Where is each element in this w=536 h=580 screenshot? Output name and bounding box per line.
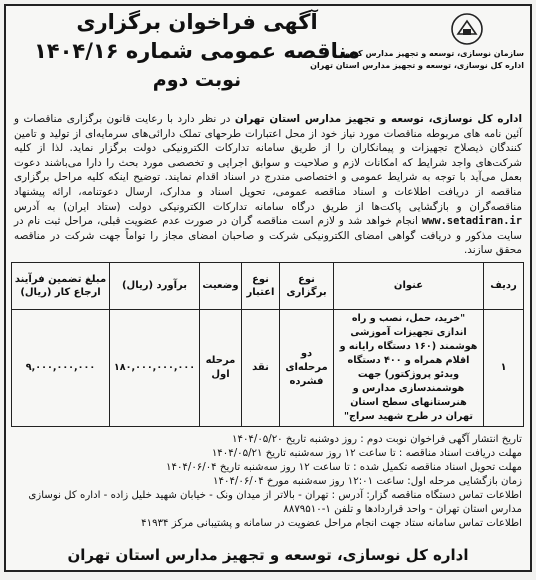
schedule-list bbox=[14, 433, 522, 531]
contact-address: اطلاعات تماس دستگاه مناقصه گزار: آدرس : تهران - بالاتر از میدان ونک - خیابان شهید خلیل زاده - اداره کل نوسازی bbox=[28, 489, 522, 501]
col-header-guarantee: مبلغ تضمین فرآیند ارجاع کار (ریال) bbox=[12, 262, 110, 309]
notice-title: آگهی فراخوان برگزاری bbox=[76, 10, 318, 34]
contact-phone: مدارس استان تهران - واحد قراردادها و تلفن ۱-۸۸۷۹۵۱۰ bbox=[283, 503, 522, 515]
intro-text-1: در نظر دارد با رعایت قانون برگزاری مناقصات و آئین نامه های مربوطه مناقصات مورد نیاز خود از محل اعتبارات طرحهای تملک دارائی‌های سرمایه‌ای از تولید و تامین کنندگان ذیصلاح تجهیزات و پیمانکاران را از طریق سامانه تدارکات الکترونیکی دولت برگزار نماید. لذا از کلیه شرکت‌های واجد شرایط که امکانات لازم و صلاحیت و سوابق اجرایی و تخصصی مورد بحث را دارا می‌باشند دعوت بعمل می‌آید با توجه به شرایط عمومی و اختصاصی مندرج در اسناد اقدام نمایند. توضیح اینکه کلیه مراحل برگزاری مناقصه از دریافت اطلاعات و اسناد مناقصه عمومی، تحویل اسناد و مدارک، ارسال دعوتنامه، ارائه پیشنهاد مناقصه‌گران و بازگشایی پاکت‌ها از طریق درگاه سامانه تدارکات الکترونیکی دولت (ستاد ایران) به آدرس bbox=[14, 113, 522, 213]
col-header-type: نوع برگزاری bbox=[280, 262, 334, 309]
notice-header bbox=[6, 6, 530, 112]
organization-logo-icon bbox=[450, 12, 484, 46]
cell-type: دو مرحله‌ای فشرده bbox=[280, 309, 334, 426]
table-row bbox=[12, 309, 524, 426]
document-receive-deadline: مهلت دریافت اسناد مناقصه : تا ساعت ۱۲ روز سه‌شنبه تاریخ ۱۴۰۴/۰۵/۲۱ bbox=[211, 447, 522, 459]
cell-guarantee: ۹,۰۰۰,۰۰۰,۰۰۰ bbox=[12, 309, 110, 426]
department-name: اداره کل نوسازی، توسعه و تجهیز مدارس استان تهران bbox=[310, 61, 524, 70]
table-header-row bbox=[12, 262, 524, 309]
setad-support: اطلاعات تماس سامانه ستاد جهت انجام مراحل عضویت در سامانه و پشتیبانی مرکز ۴۱۹۳۴ bbox=[141, 517, 522, 529]
col-header-status: وضعیت bbox=[200, 262, 242, 309]
title-block bbox=[12, 8, 382, 94]
cell-credit: نقد bbox=[242, 309, 280, 426]
intro-paragraph bbox=[14, 112, 522, 258]
cell-estimate: ۱۸۰,۰۰۰,۰۰۰,۰۰۰ bbox=[110, 309, 200, 426]
intro-text-2: انجام خواهد شد و لازم است مناقصه گران در صورت عدم عضویت قبلی، مراحل ثبت نام در سایت مذکور و دریافت گواهی امضای الکترونیکی شرکت و صاحبان امضای مجاز را تواماً جهت شرکت در مناقصه محقق سازند. bbox=[14, 215, 522, 257]
col-header-title: عنوان bbox=[334, 262, 484, 309]
cell-status: مرحله اول bbox=[200, 309, 242, 426]
tender-notice bbox=[4, 4, 532, 572]
cell-row: ۱ bbox=[484, 309, 524, 426]
col-header-row: ردیف bbox=[484, 262, 524, 309]
website-link[interactable]: www.setadiran.ir bbox=[421, 215, 522, 228]
cell-title: "خرید، حمل، نصب و راه اندازی تجهیزات آموزشی هوشمند (۱۶۰ دستگاه رایانه و اقلام همراه و ۴۰۰ دستگاه ویدئو پروژکتور) جهت هوشمندسازی مدارس و هنرستانهای سطح استان تهران در طرح شهید سراج" bbox=[334, 309, 484, 426]
round-label: نوبت دوم bbox=[152, 69, 242, 91]
document-submit-deadline: مهلت تحویل اسناد مناقصه تکمیل شده : تا ساعت ۱۲ روز سه‌شنبه تاریخ ۱۴۰۴/۰۶/۰۴ bbox=[166, 461, 522, 473]
ministry-name: سازمان نوسازی، توسعه و تجهیز مدارس کشور bbox=[340, 49, 524, 58]
col-header-estimate: برآورد (ریال) bbox=[110, 262, 200, 309]
publish-date: تاریخ انتشار آگهی فراخوان نوبت دوم : روز دوشنبه تاریخ ۱۴۰۴/۰۵/۲۰ bbox=[232, 433, 522, 445]
tender-table bbox=[11, 262, 524, 427]
col-header-credit: نوع اعتبار bbox=[242, 262, 280, 309]
opening-time: زمان بازگشایی مرحله اول: ساعت ۱۲:۰۱ روز سه‌شنبه مورخ ۱۴۰۴/۰۶/۰۴ bbox=[213, 475, 522, 487]
intro-lead: اداره کل نوسازی، توسعه و تجهیز مدارس استان تهران bbox=[234, 113, 523, 125]
organization-block bbox=[310, 48, 524, 72]
tender-number: مناقصه عمومی شماره ۱۴۰۴/۱۶ bbox=[33, 39, 361, 63]
footer-organization: اداره کل نوسازی، توسعه و تجهیز مدارس استان تهران bbox=[67, 546, 469, 564]
